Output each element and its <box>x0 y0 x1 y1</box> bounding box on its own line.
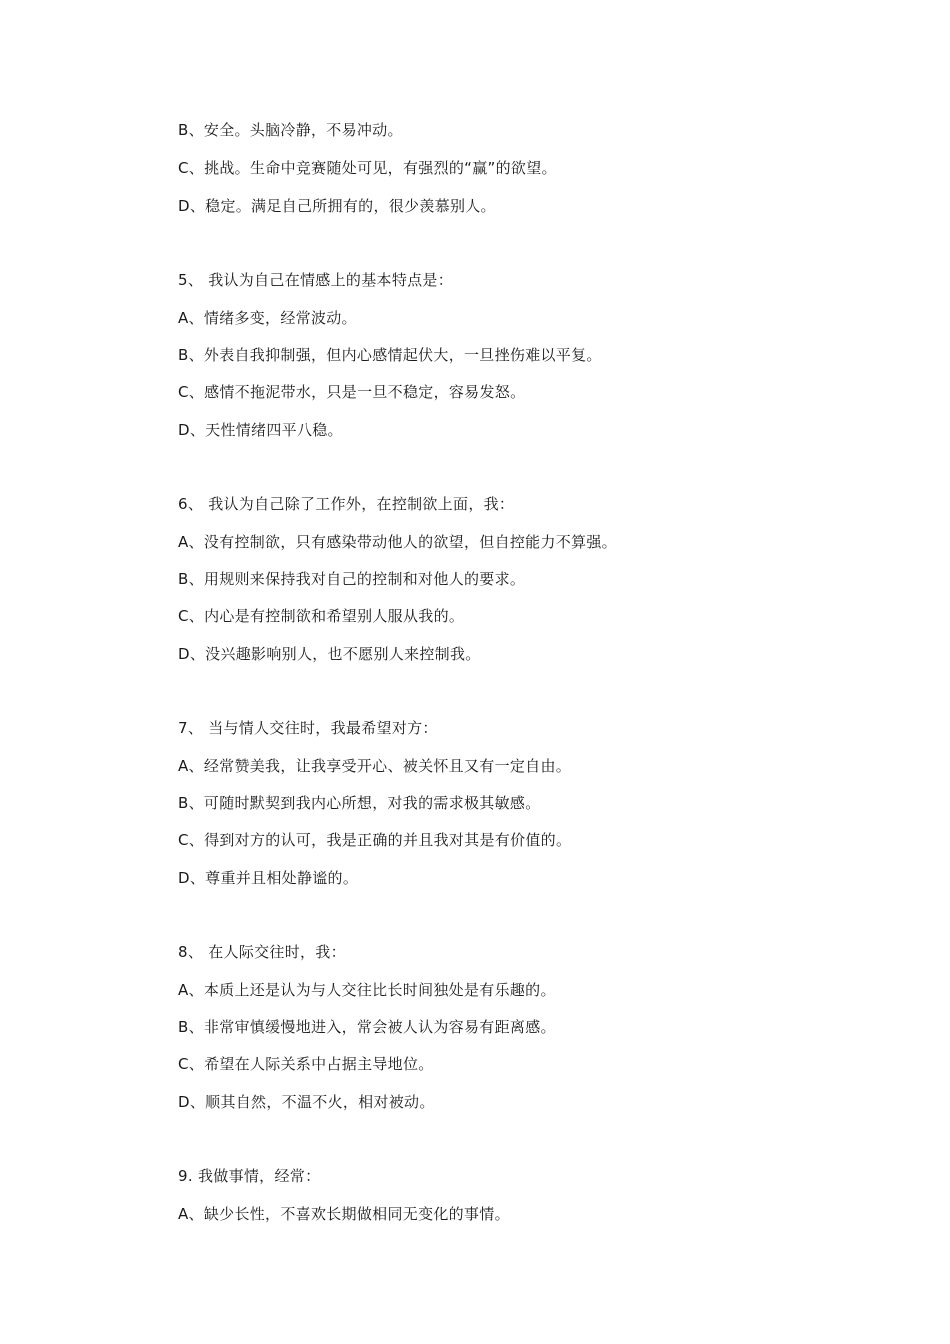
option-6d: D、没兴趣影响别人，也不愿别人来控制我。 <box>178 645 481 663</box>
option-8a: A、本质上还是认为与人交往比长时间独处是有乐趣的。 <box>178 981 556 999</box>
question-9: 9. 我做事情，经常： <box>178 1167 321 1185</box>
option-8c: C、希望在人际关系中占据主导地位。 <box>178 1055 434 1073</box>
option-7a: A、经常赞美我，让我享受开心、被关怀且又有一定自由。 <box>178 757 572 775</box>
option-8d: D、顺其自然，不温不火，相对被动。 <box>178 1093 435 1111</box>
option-6c: C、内心是有控制欲和希望别人服从我的。 <box>178 607 465 625</box>
option-8b: B、非常审慎缓慢地进入，常会被人认为容易有距离感。 <box>178 1018 556 1036</box>
option-4c: C、挑战。生命中竞赛随处可见，有强烈的“赢”的欲望。 <box>178 159 557 177</box>
question-8: 8、 在人际交往时，我： <box>178 943 346 961</box>
question-5: 5、 我认为自己在情感上的基本特点是： <box>178 271 454 289</box>
option-5d: D、天性情绪四平八稳。 <box>178 421 343 439</box>
option-6b: B、用规则来保持我对自己的控制和对他人的要求。 <box>178 570 526 588</box>
option-9a: A、缺少长性，不喜欢长期做相同无变化的事情。 <box>178 1205 510 1223</box>
option-7c: C、得到对方的认可，我是正确的并且我对其是有价值的。 <box>178 831 572 849</box>
question-6: 6、 我认为自己除了工作外，在控制欲上面，我： <box>178 495 515 513</box>
option-5b: B、外表自我抑制强，但内心感情起伏大，一旦挫伤难以平复。 <box>178 346 602 364</box>
option-5c: C、感情不拖泥带水，只是一旦不稳定，容易发怒。 <box>178 383 526 401</box>
question-7: 7、 当与情人交往时，我最希望对方： <box>178 719 438 737</box>
option-5a: A、情绪多变，经常波动。 <box>178 309 357 327</box>
option-6a: A、没有控制欲，只有感染带动他人的欲望，但自控能力不算强。 <box>178 533 617 551</box>
option-4d: D、稳定。满足自己所拥有的，很少羡慕别人。 <box>178 197 496 215</box>
option-7b: B、可随时默契到我内心所想，对我的需求极其敏感。 <box>178 794 541 812</box>
option-7d: D、尊重并且相处静谧的。 <box>178 869 359 887</box>
option-4b: B、安全。头脑冷静，不易冲动。 <box>178 121 403 139</box>
